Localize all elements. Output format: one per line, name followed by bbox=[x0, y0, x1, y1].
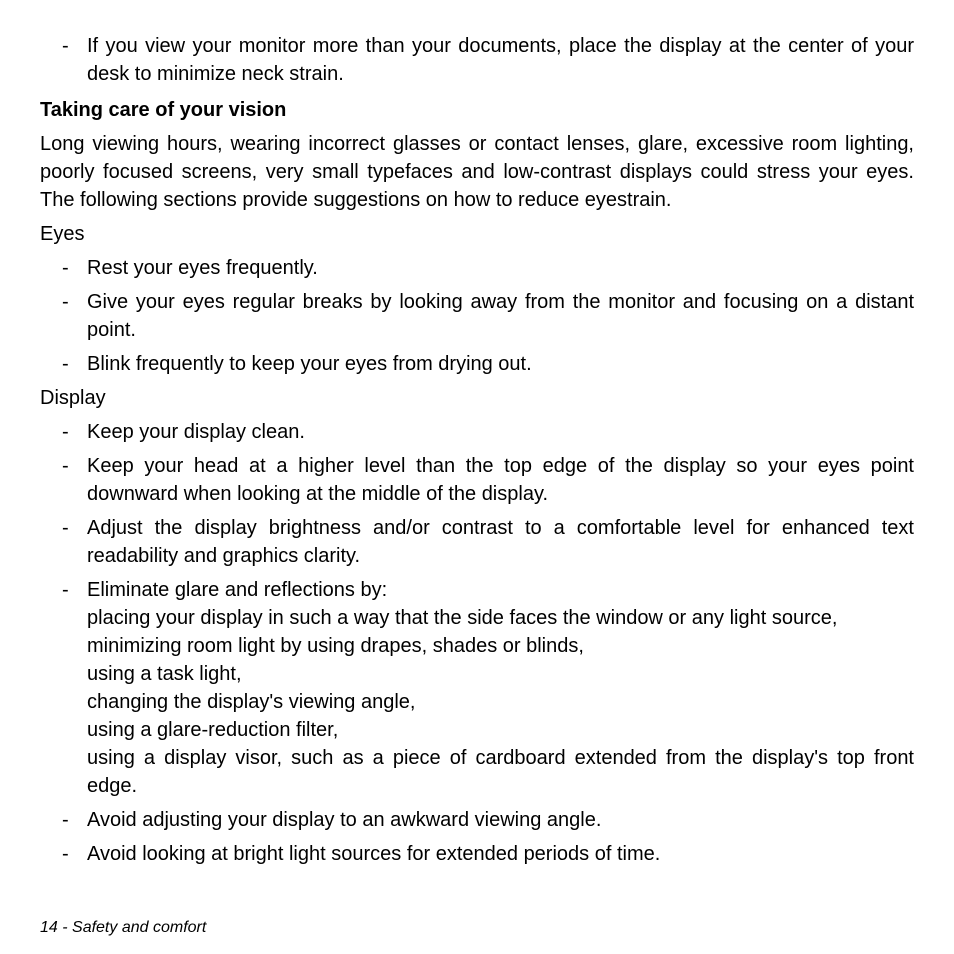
bullet-dash: - bbox=[62, 517, 69, 539]
list-item-text: Adjust the display brightness and/or contrast to a comfortable level for enhanced text readability and graphics clarity. bbox=[87, 517, 914, 567]
bullet-dash: - bbox=[62, 35, 69, 57]
bullet-dash: - bbox=[62, 843, 69, 865]
list-item-text: Give your eyes regular breaks by looking away from the monitor and focusing on a distant point. bbox=[87, 291, 914, 341]
list-item bbox=[40, 452, 914, 508]
bullet-dash: - bbox=[62, 809, 69, 831]
intro-paragraph: Long viewing hours, wearing incorrect glasses or contact lenses, glare, excessive room lighting, poorly focused screens, very small typefaces and low-contrast displays could stress your eyes. The following sections provide suggestions on how to reduce eyestrain. bbox=[40, 133, 914, 211]
page-footer: 14 - Safety and comfort bbox=[40, 919, 207, 936]
glare-line: minimizing room light by using drapes, shades or blinds, bbox=[87, 635, 584, 657]
bullet-dash: - bbox=[62, 455, 69, 477]
glare-intro: Eliminate glare and reflections by: bbox=[87, 579, 388, 601]
bullet-dash: - bbox=[62, 291, 69, 313]
document-body bbox=[40, 32, 914, 868]
glare-line: changing the display's viewing angle, bbox=[87, 691, 416, 713]
list-item-text: Avoid looking at bright light sources for extended periods of time. bbox=[87, 843, 661, 865]
list-item-text: If you view your monitor more than your documents, place the display at the center of your desk to minimize neck strain. bbox=[87, 35, 914, 85]
list-item-text: Blink frequently to keep your eyes from drying out. bbox=[87, 353, 532, 375]
bullet-dash: - bbox=[62, 579, 69, 601]
list-item-text: Avoid adjusting your display to an awkward viewing angle. bbox=[87, 809, 602, 831]
list-item bbox=[40, 350, 914, 378]
list-item bbox=[40, 840, 914, 868]
section-heading: Taking care of your vision bbox=[40, 99, 287, 121]
list-item bbox=[40, 254, 914, 282]
list-item bbox=[40, 514, 914, 570]
bullet-dash: - bbox=[62, 353, 69, 375]
list-item bbox=[40, 418, 914, 446]
list-item bbox=[40, 806, 914, 834]
list-item bbox=[40, 32, 914, 88]
subheading-eyes: Eyes bbox=[40, 223, 85, 245]
list-item bbox=[40, 288, 914, 344]
glare-line: using a display visor, such as a piece of cardboard extended from the display's top front edge. bbox=[87, 747, 914, 797]
glare-line: using a glare-reduction filter, bbox=[87, 719, 339, 741]
glare-line: placing your display in such a way that the side faces the window or any light source, bbox=[87, 607, 838, 629]
bullet-dash: - bbox=[62, 257, 69, 279]
glare-line: using a task light, bbox=[87, 663, 242, 685]
list-item-text: Keep your head at a higher level than the top edge of the display so your eyes point downward when looking at the middle of the display. bbox=[87, 455, 914, 505]
bullet-dash: - bbox=[62, 421, 69, 443]
list-item-text: Rest your eyes frequently. bbox=[87, 257, 318, 279]
list-item-text: Keep your display clean. bbox=[87, 421, 305, 443]
list-item-glare bbox=[40, 576, 914, 800]
subheading-display: Display bbox=[40, 387, 106, 409]
